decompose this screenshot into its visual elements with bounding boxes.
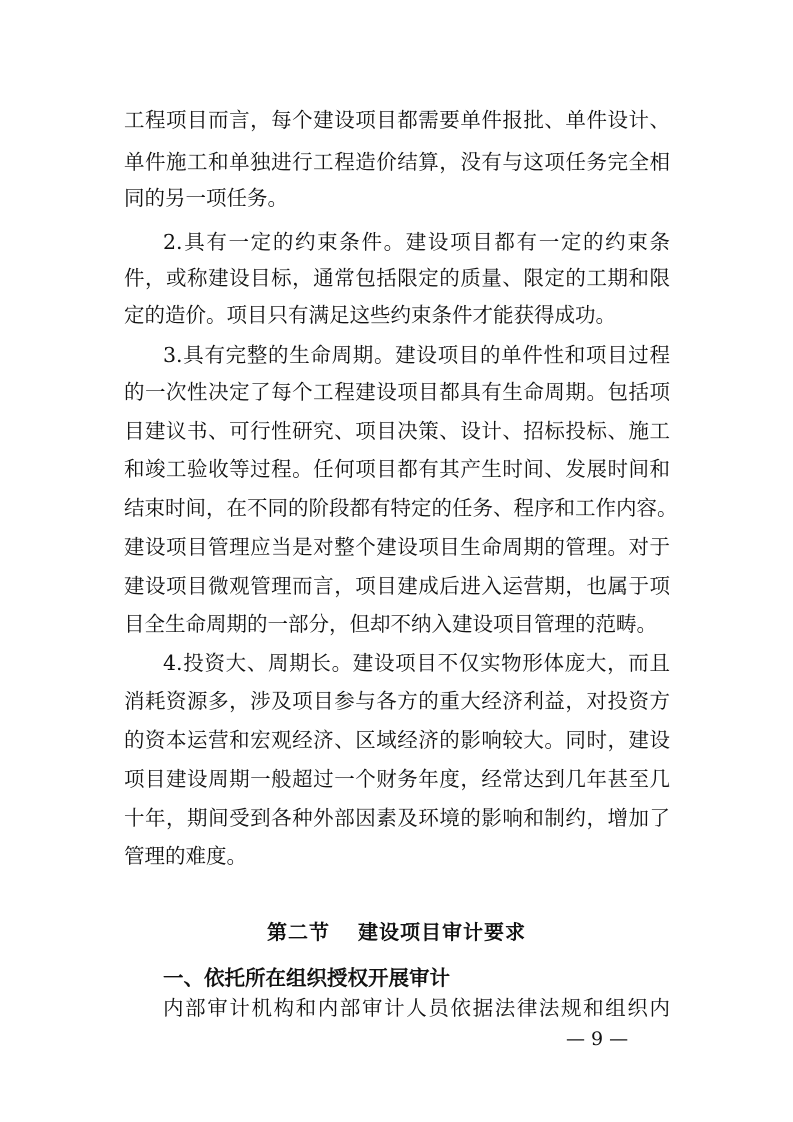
text-line: 消耗资源多，涉及项目参与各方的重大经济利益，对投资方 bbox=[124, 689, 670, 713]
text-line: 结束时间，在不同的阶段都有特定的任务、程序和工作内容。 bbox=[124, 496, 678, 520]
text-line: 4.投资大、周期长。建设项目不仅实物形体庞大，而且 bbox=[163, 651, 670, 675]
text-line: 件，或称建设目标，通常包括限定的质量、限定的工期和限 bbox=[124, 266, 670, 290]
text-line: 内部审计机构和内部审计人员依据法律法规和组织内 bbox=[163, 996, 670, 1020]
subheading: 一、依托所在组织授权开展审计 bbox=[163, 966, 450, 990]
text-line: 单件施工和单独进行工程造价结算，没有与这项任务完全相 bbox=[124, 150, 670, 174]
text-line: 建设项目微观管理而言，项目建成后进入运营期，也属于项 bbox=[124, 574, 670, 598]
text-line: 目全生命周期的一部分，但却不纳入建设项目管理的范畴。 bbox=[124, 612, 657, 636]
text-line: 建设项目管理应当是对整个建设项目生命周期的管理。对于 bbox=[124, 535, 670, 559]
text-line: 项目建设周期一般超过一个财务年度，经常达到几年甚至几 bbox=[124, 767, 670, 791]
text-line: 的一次性决定了每个工程建设项目都具有生命周期。包括项 bbox=[124, 380, 670, 404]
text-line: 管理的难度。 bbox=[124, 844, 247, 868]
page-number: — 9 — bbox=[566, 1028, 629, 1050]
text-line: 定的造价。项目只有满足这些约束条件才能获得成功。 bbox=[124, 303, 616, 327]
text-line: 同的另一项任务。 bbox=[124, 186, 288, 210]
section-title bbox=[0, 916, 793, 945]
section-number: 第二节 bbox=[267, 920, 330, 944]
text-line: 3.具有完整的生命周期。建设项目的单件性和项目过程 bbox=[163, 343, 670, 367]
text-line: 目建议书、可行性研究、项目决策、设计、招标投标、施工 bbox=[124, 419, 670, 443]
section-title-text: 建设项目审计要求 bbox=[358, 920, 526, 944]
text-line: 和竣工验收等过程。任何项目都有其产生时间、发展时间和 bbox=[124, 457, 670, 481]
text-line: 工程项目而言，每个建设项目都需要单件报批、单件设计、 bbox=[124, 108, 670, 132]
text-line: 2.具有一定的约束条件。建设项目都有一定的约束条 bbox=[163, 230, 670, 254]
text-line: 的资本运营和宏观经济、区域经济的影响较大。同时，建设 bbox=[124, 728, 670, 752]
text-line: 十年，期间受到各种外部因素及环境的影响和制约，增加了 bbox=[124, 806, 670, 830]
